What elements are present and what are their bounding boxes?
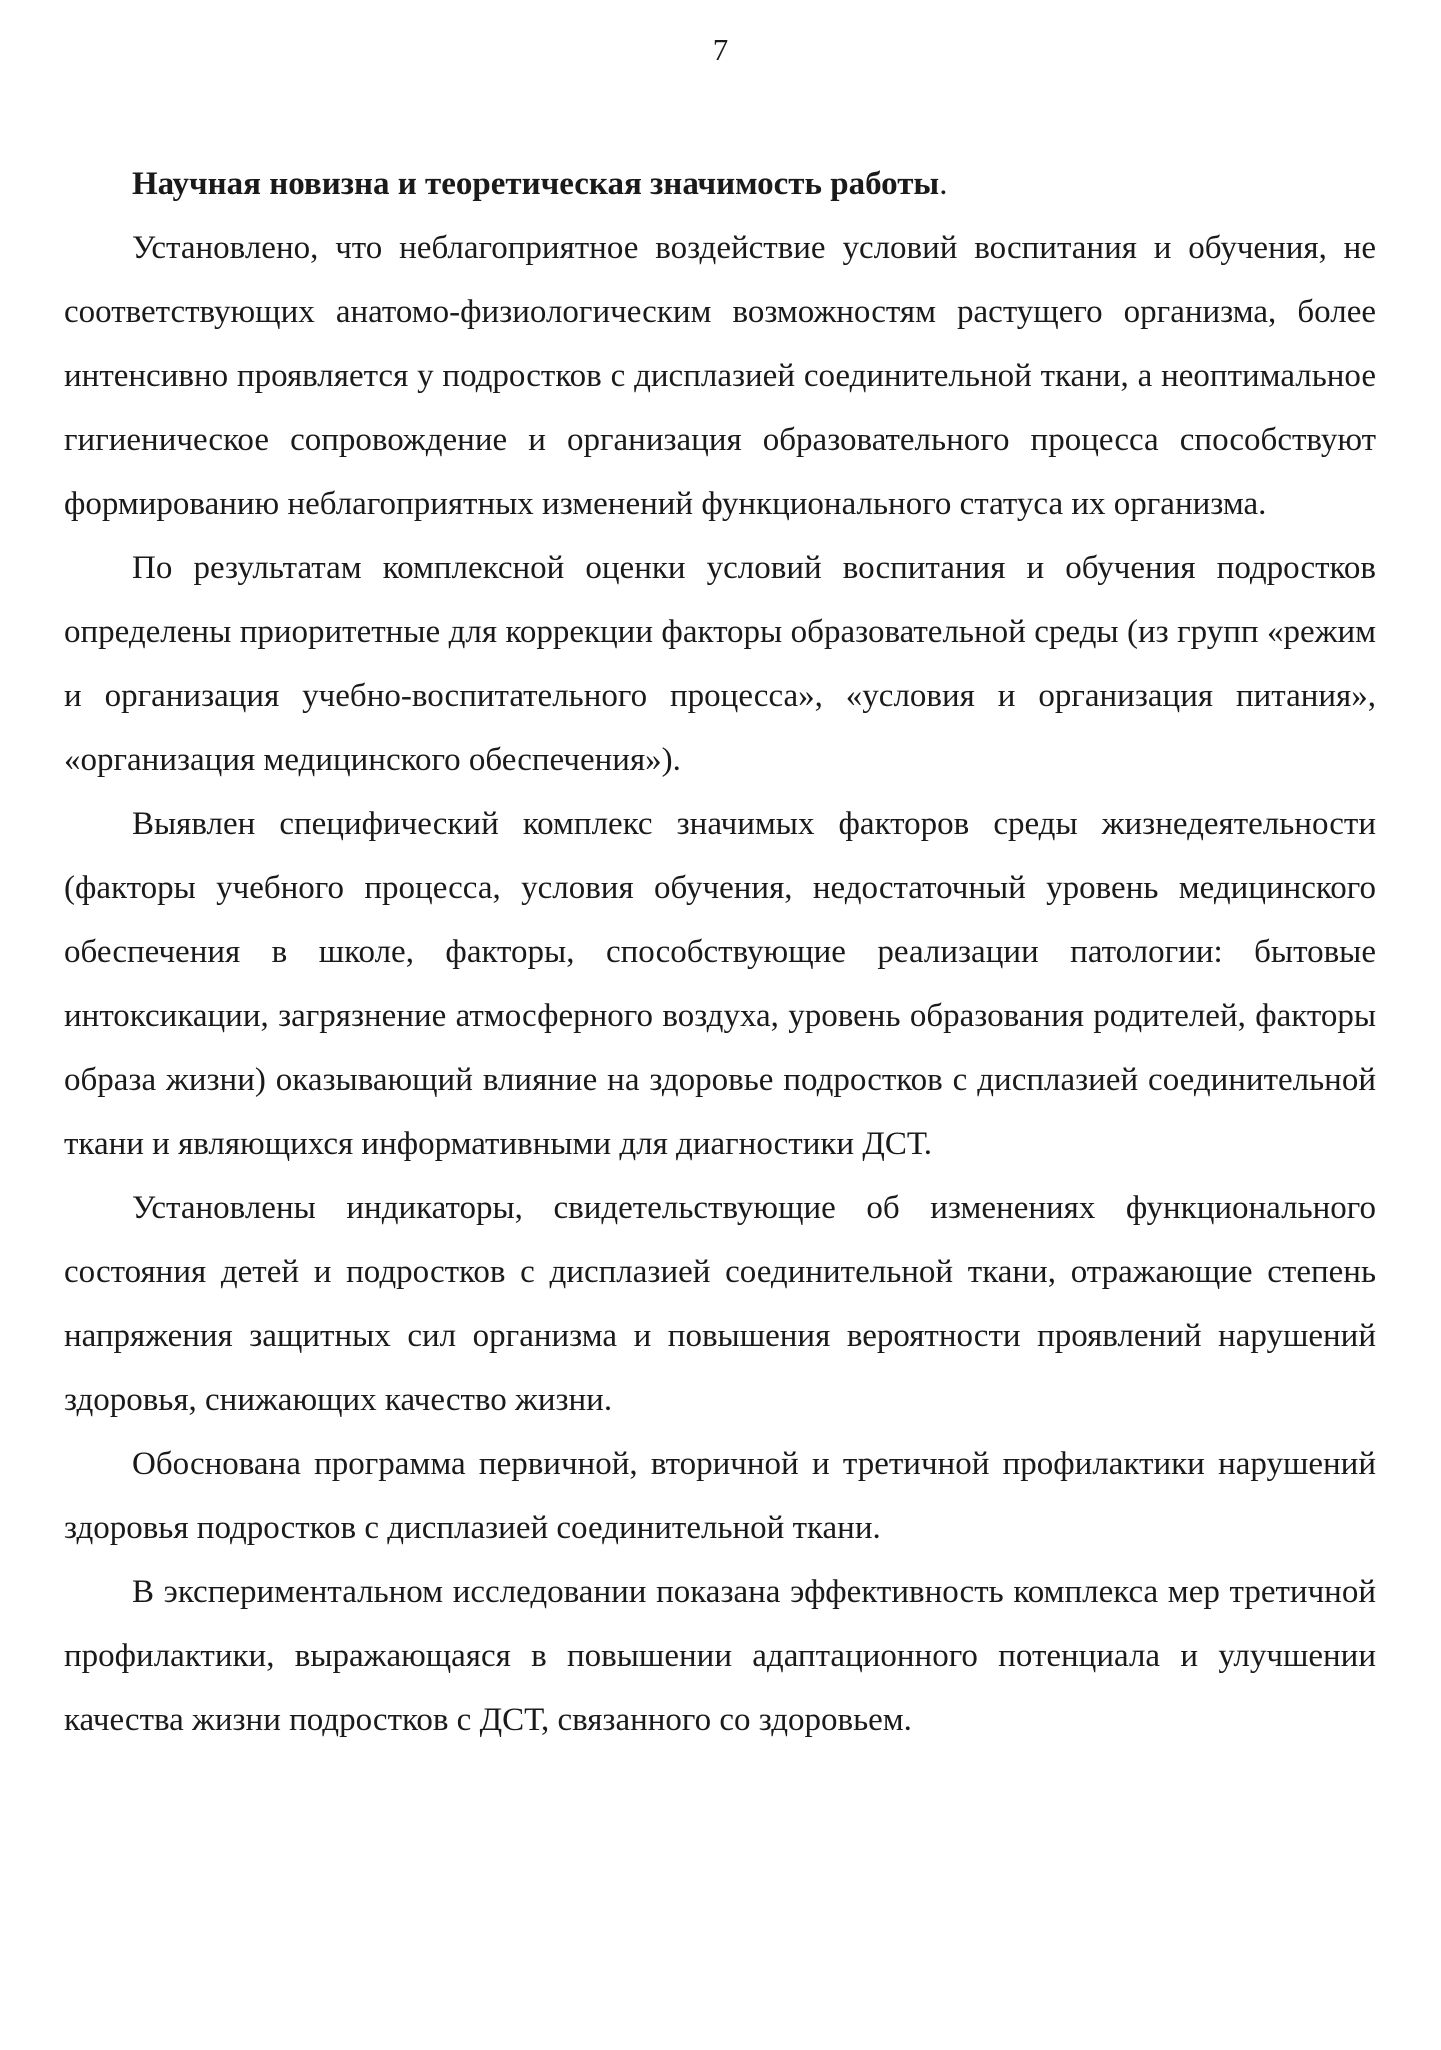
body-text <box>64 152 1376 1752</box>
section-heading <box>64 152 1376 216</box>
paragraph-4: Установлены индикаторы, свидетельствующие об изменениях функционального состояния детей и подростков с дисплазией соединительной ткани, отражающие степень напряжения защитных сил организма и повышения вероятности проявлений нарушений здоровья, снижающих качество жизни. <box>64 1190 1376 1418</box>
page-number: 7 <box>712 32 729 67</box>
section-heading-text: Научная новизна и теоретическая значимость работы <box>132 166 940 202</box>
paragraph-3: Выявлен специфический комплекс значимых факторов среды жизнедеятельности (факторы учебного процесса, условия обучения, недостаточный уровень медицинского обеспечения в школе, факторы, способствующие реализации патологии: бытовые интоксикации, загрязнение атмосферного воздуха, уровень образования родителей, факторы образа жизни) оказывающий влияние на здоровье подростков с дисплазией соединительной ткани и являющихся информативными для диагностики ДСТ. <box>64 806 1376 1162</box>
paragraph-5: Обоснована программа первичной, вторичной и третичной профилактики нарушений здоровья подростков с дисплазией соединительной ткани. <box>64 1446 1376 1546</box>
section-heading-period: . <box>939 166 948 202</box>
paragraph-1: Установлено, что неблагоприятное воздействие условий воспитания и обучения, не соответствующих анатомо-физиологическим возможностям растущего организма, более интенсивно проявляется у подростков с дисплазией соединительной ткани, а неоптимальное гигиеническое сопровождение и организация образовательного процесса способствуют формированию неблагоприятных изменений функционального статуса их организма. <box>64 230 1376 522</box>
paragraph-2: По результатам комплексной оценки условий воспитания и обучения подростков определены приоритетные для коррекции факторы образовательной среды (из групп «режим и организация учебно-воспитательного процесса», «условия и организация питания», «организация медицинского обеспечения»). <box>64 550 1376 778</box>
paragraph-6: В экспериментальном исследовании показана эффективность комплекса мер третичной профилактики, выражающаяся в повышении адаптационного потенциала и улучшении качества жизни подростков с ДСТ, связанного со здоровьем. <box>64 1574 1376 1738</box>
